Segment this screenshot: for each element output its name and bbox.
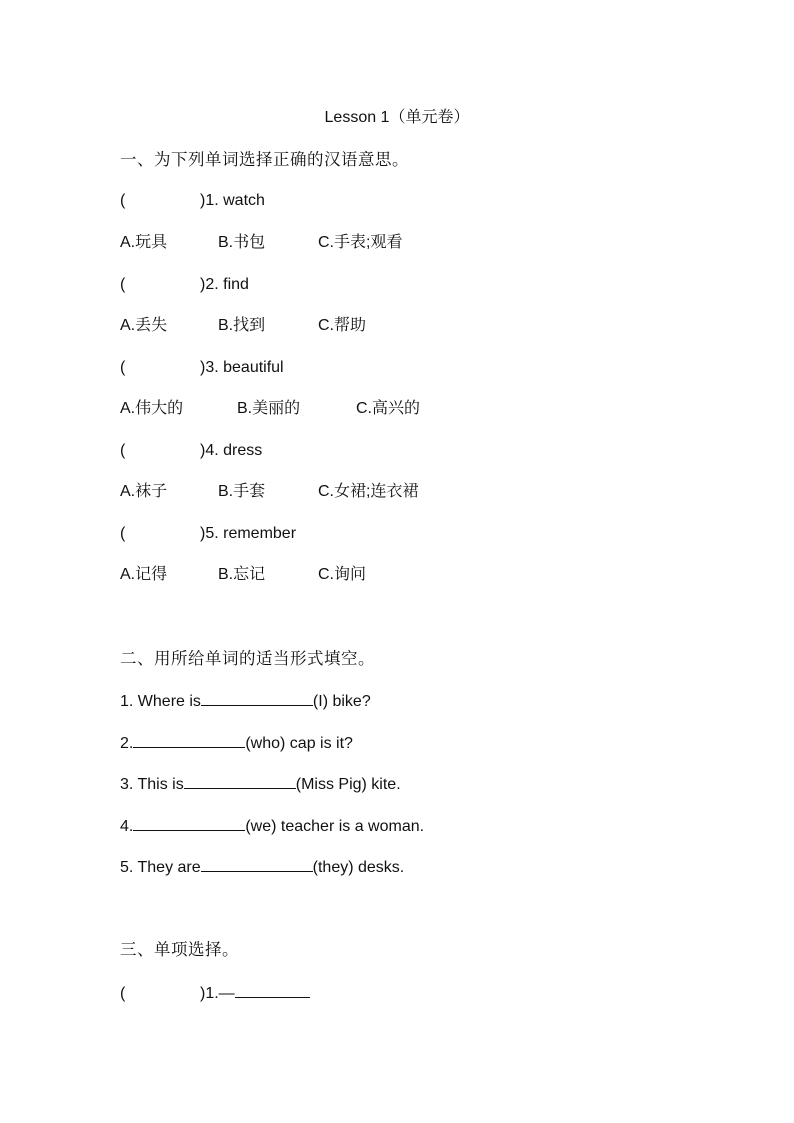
section1-options-5: [120, 565, 366, 585]
answer-paren: (: [120, 359, 126, 376]
section1-options-1: [120, 233, 402, 253]
question-stem: )1.—: [200, 985, 235, 1002]
section1-question-1: [120, 191, 265, 211]
section1-options-4: [120, 482, 418, 502]
item-text-before: 4.: [120, 818, 134, 835]
section1-options-3: [120, 399, 420, 419]
answer-paren: (: [120, 276, 126, 293]
option-c: C.询问: [318, 566, 367, 583]
option-b: B.手套: [218, 483, 266, 500]
answer-paren: (: [120, 525, 126, 542]
option-b: B.书包: [218, 234, 266, 251]
question-stem: )2. find: [200, 276, 249, 293]
section3-heading: 三、单项选择。: [120, 941, 239, 959]
item-text-after: (Miss Pig) kite.: [295, 776, 401, 793]
fill-blank[interactable]: [201, 690, 313, 706]
section2-item-2: [120, 732, 353, 754]
answer-paren: (: [120, 442, 126, 459]
item-text-before: 3. This is: [120, 776, 184, 793]
question-stem: )5. remember: [200, 525, 297, 542]
option-a: A.伟大的: [120, 400, 184, 417]
question-stem: )4. dress: [200, 442, 263, 459]
option-b: B.忘记: [218, 566, 266, 583]
option-c: C.女裙;连衣裙: [318, 483, 419, 500]
item-text-before: 5. They are: [120, 859, 201, 876]
section1-question-3: [120, 358, 284, 378]
item-text-after: (I) bike?: [312, 693, 371, 710]
item-text-after: (they) desks.: [312, 859, 405, 876]
answer-paren: (: [120, 192, 126, 209]
section2-item-4: [120, 815, 424, 837]
option-a: A.袜子: [120, 483, 168, 500]
item-text-before: 2.: [120, 735, 134, 752]
option-a: A.丢失: [120, 317, 168, 334]
option-a: A.玩具: [120, 234, 168, 251]
page-title: Lesson 1（单元卷）: [324, 109, 470, 126]
option-a: A.记得: [120, 566, 168, 583]
section2-item-5: [120, 856, 404, 878]
answer-paren: (: [120, 985, 126, 1002]
section1-question-4: [120, 441, 262, 461]
section1-question-5: [120, 524, 296, 544]
option-b: B.美丽的: [237, 400, 301, 417]
section1-question-2: [120, 275, 249, 295]
fill-blank[interactable]: [235, 982, 310, 998]
section1-heading: 一、为下列单词选择正确的汉语意思。: [120, 151, 409, 169]
section1-options-2: [120, 316, 366, 336]
fill-blank[interactable]: [133, 732, 245, 748]
option-c: C.高兴的: [356, 400, 421, 417]
item-text-after: (we) teacher is a woman.: [245, 818, 425, 835]
option-c: C.手表;观看: [318, 234, 403, 251]
section2-item-3: [120, 773, 401, 795]
option-c: C.帮助: [318, 317, 367, 334]
fill-blank[interactable]: [133, 815, 245, 831]
item-text-before: 1. Where is: [120, 693, 201, 710]
section2-heading: 二、用所给单词的适当形式填空。: [120, 650, 375, 668]
question-stem: )3. beautiful: [200, 359, 284, 376]
fill-blank[interactable]: [184, 773, 296, 789]
section2-item-1: [120, 690, 371, 712]
item-text-after: (who) cap is it?: [245, 735, 353, 752]
section3-question-1: [120, 982, 310, 1004]
fill-blank[interactable]: [201, 856, 313, 872]
question-stem: )1. watch: [200, 192, 265, 209]
option-b: B.找到: [218, 317, 266, 334]
